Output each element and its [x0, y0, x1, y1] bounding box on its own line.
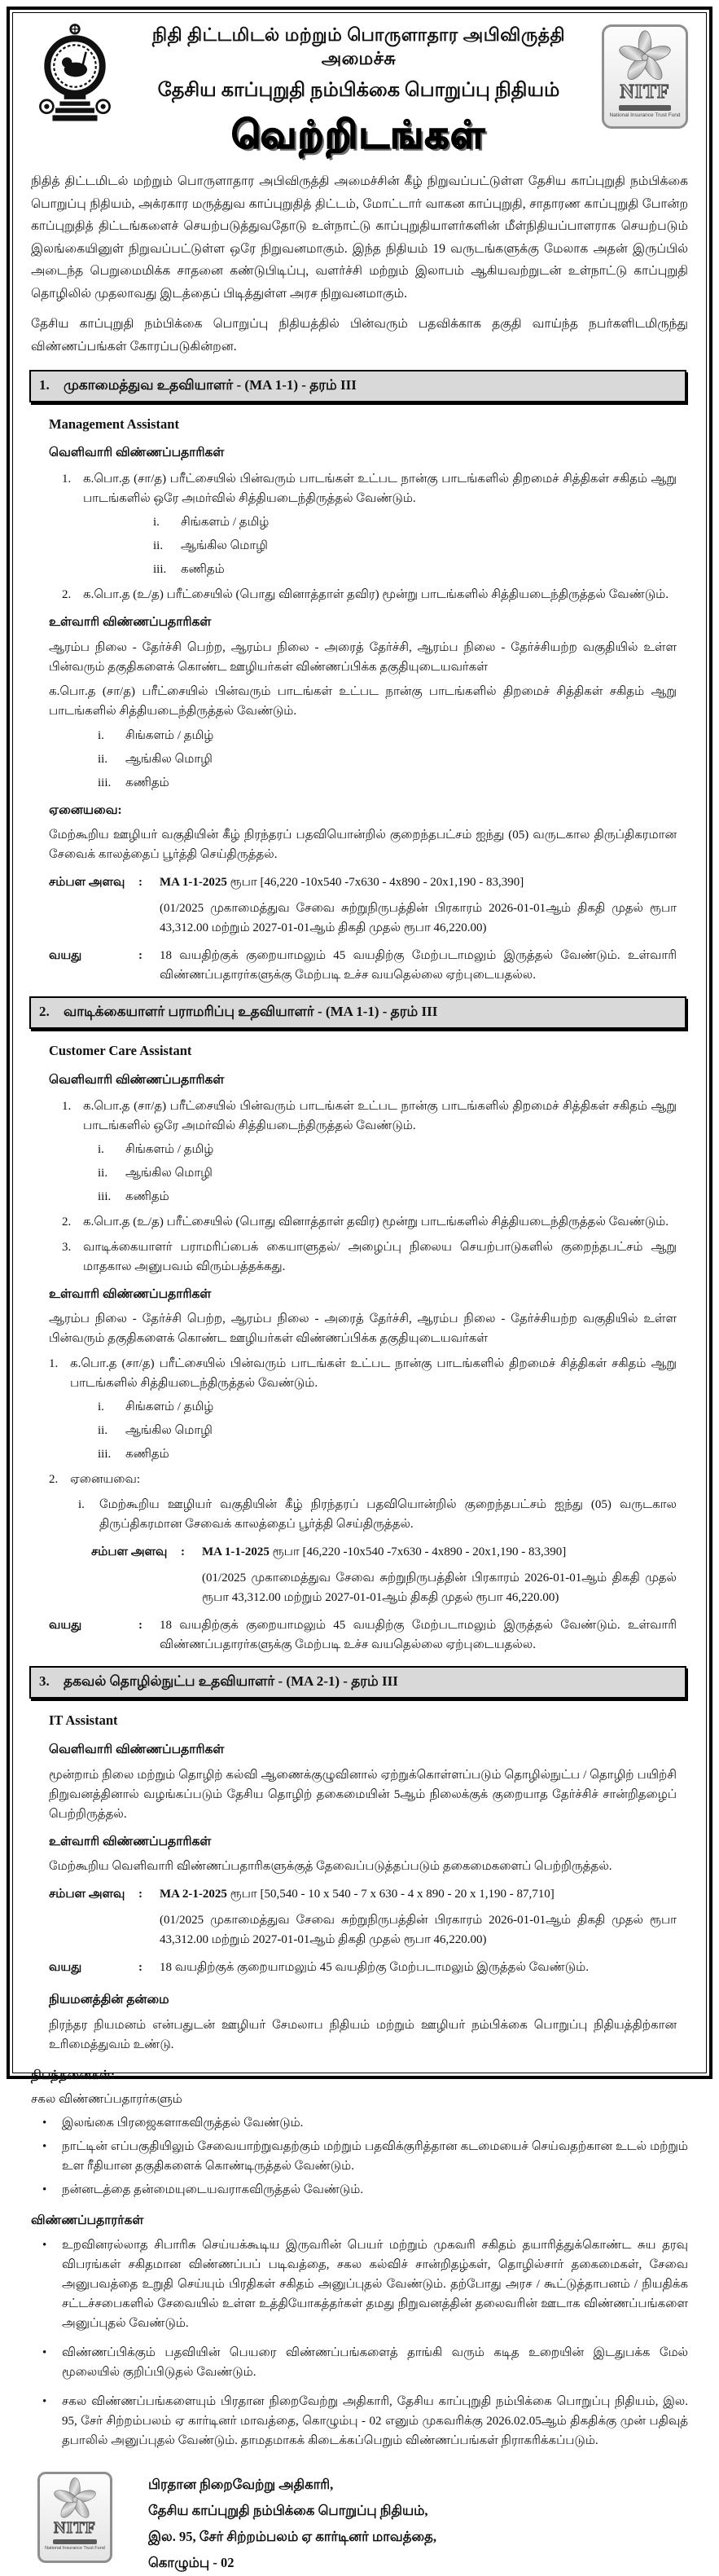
age-value: 18 வயதிற்குக் குறையாமலும் 45 வயதிற்கு மேற்படாமலும் இருத்தல் வேண்டும்.: [160, 1961, 589, 1975]
subject: ஆங்கில மொழி: [125, 1166, 213, 1180]
nitf-ribbon: [619, 105, 671, 111]
section-2-content: [29, 1029, 690, 1655]
item-text: க.பொ.த (சா/த) பரீட்சையில் பின்வரும் பாடங்கள் உட்பட நான்கு பாடங்களில் திறமைச் சித்திகள் சகிதம் ஆறு பாடங்களில் ஒரே அமர்வில் சித்தியடைந்திருத்தல் வேண்டும்.: [83, 472, 677, 505]
signature-block: [37, 2468, 690, 2576]
subject: கணிதம்: [125, 776, 169, 789]
age-row: [49, 946, 677, 985]
section-3-title: தகவல் தொழில்நுட்ப உதவியாளர் - (MA 2-1) - தரம் III: [64, 1673, 398, 1690]
intro-paragraph-2: தேசிய காப்புறுதி நம்பிக்கை பொறுப்பு நிதியத்தில் பின்வரும் பதவிக்காக தகுதி வாய்ந்த நபர்களிடமிருந்து விண்ணப்பங்கள் கோரப்படுகின்றன.: [31, 317, 688, 354]
item-number: i.: [98, 1400, 104, 1414]
item-number: i.: [153, 515, 160, 529]
internal-item: க.பொ.த (சா/த) பரீட்சையில் பின்வரும் பாடங்கள் உட்பட நான்கு பாடங்களில் திறமைச் சித்திகள் சகிதம் ஆறு பாடங்களில் சித்தியடைந்திருத்தல் வேண்டும்.: [49, 684, 677, 718]
section-2-number: 2.: [39, 1004, 50, 1020]
signature-line: பிரதான நிறைவேற்று அதிகாரி,: [148, 2476, 334, 2492]
intro-paragraph-1: நிதித் திட்டமிடல் மற்றும் பொருளாதார அபிவிருத்தி அமைச்சின் கீழ் நிறுவப்பட்டுள்ள தேசிய காப்புறுதி நம்பிக்கை பொறுப்பு நிதியம், அக்ரகார மருத்துவ காப்புறுதித் திட்டம், மோட்டார் வாகன காப்புறுதி, சாதாரண காப்புறுதி போன்ற காப்புறுதித் திட்டங்களைச் செயற்படுத்துவதோடு உள்நாட்டு காப்புறுதியாளர்களின் மீள்நிதியப்பாளராக செயற்படும் இலங்கையினுள் நிறுவப்பட்டுள்ள ஒரே நிறுவனமாகும். இந்த நிதியம் 19 வருடங்களுக்கு மேலாக அதன் இருப்பில் அடைந்த பெறுமைமிக்க சாதனை கண்டுபிடிப்பு, வளர்ச்சி மற்றும் இலாபம் ஆகியவற்றுடன் உள்நாட்டு காப்புறுதி தொழிலில் முதலாவது இடத்தைப் பிடித்துள்ள அரச நிறுவனமாகும்.: [31, 174, 689, 301]
bullet-icon: •: [42, 2238, 47, 2252]
bullet-icon: •: [42, 2116, 47, 2130]
subject-list: [98, 1140, 677, 1207]
list-item: [49, 1354, 677, 1393]
section-3-content: [29, 1699, 690, 1977]
section-1-title: முகாமைத்துவ உதவியாளர் - (MA 1-1) - தரம் III: [64, 376, 357, 393]
item-text: க.பொ.த (சா/த) பரீட்சையில் பின்வரும் பாடங்கள் உட்பட நான்கு பாடங்களில் திறமைச் சித்திகள் சகிதம் ஆறு பாடங்களில் ஒரே அமர்வில் சித்தியடைந்திருத்தல் வேண்டும்.: [83, 1099, 677, 1132]
header-titles: [116, 21, 602, 162]
salary-scale: ரூபா [50,540 - 10 x 540 - 7 x 630 - 4 x 890 - 20 x 1,190 - 87,710]: [230, 1888, 555, 1901]
subject: சிங்களம் / தமிழ்: [125, 728, 214, 742]
salary-note: (01/2025 முகாமைத்துவ சேவை சுற்றுநிருபத்தின் பிரகாரம் 2026-01-01ஆம் திகதி முதல் ரூபா 43,312.00 மற்றும் 2027-01-01ஆம் திகதி முதல் ரூபா 46,220.00): [160, 1914, 677, 1947]
internal-applicants-heading: உள்வாரி விண்ணப்பதாரிகள்: [49, 614, 212, 629]
salary-note: (01/2025 முகாமைத்துவ சேவை சுற்றுநிருபத்தின் பிரகாரம் 2026-01-01ஆம் திகதி முதல் ரூபா 43,312.00 மற்றும் 2027-01-01ஆம் திகதி முதல் ரூபா 46,220.00): [202, 1572, 677, 1605]
colon: :: [138, 1619, 142, 1633]
others-heading: ஏனையவை:: [70, 1473, 140, 1487]
section-2-english-title: Customer Care Assistant: [49, 1043, 192, 1059]
item-text: க.பொ.த (உ/த) பரீட்சையில் (பொது வினாத்தாள் தவிர) மூன்று பாடங்களில் சித்தியடைந்திருத்தல் வேண்டும்.: [83, 1215, 669, 1229]
section-1-english-title: Management Assistant: [49, 415, 179, 432]
salary-row: [49, 1884, 677, 1950]
appointment-heading: நியமனத்தின் தன்மை: [49, 1993, 169, 2007]
subject: சிங்களம் / தமிழ்: [125, 1142, 214, 1156]
section-2-title-bar: [29, 996, 686, 1029]
colon: :: [138, 1888, 142, 1901]
list-item: [62, 469, 677, 508]
nitf-caption: National Insurance Trust Fund: [45, 2545, 105, 2551]
others-heading: ஏனையவை:: [49, 802, 122, 817]
age-label: வயது: [49, 1961, 82, 1975]
internal-applicants-heading: உள்வாரி விண்ணப்பதாரிகள்: [49, 1286, 212, 1301]
list-item: [42, 2113, 688, 2133]
age-label: வயது: [49, 949, 82, 963]
list-item: [42, 2392, 688, 2451]
bullet-icon: •: [42, 2345, 47, 2359]
subject: ஆங்கில மொழி: [125, 752, 213, 766]
item-text: க.பொ.த (சா/த) பரீட்சையில் பின்வரும் பாடங்கள் உட்பட நான்கு பாடங்களில் திறமைச் சித்திகள் சகிதம் ஆறு பாடங்களில் சித்தியடைந்திருத்தல் வேண்டும்.: [70, 1357, 677, 1391]
subject: சிங்களம் / தமிழ்: [125, 1400, 214, 1414]
salary-row: [91, 1542, 677, 1607]
list-item: [98, 1187, 677, 1207]
internal-intro: ஆரம்ப நிலை - தேர்ச்சி பெற்ற, ஆரம்ப நிலை - அரைத் தேர்ச்சி, ஆரம்ப நிலை - தேர்ச்சியற்ற வகுதியில் உள்ள பின்வரும் தகுதிகளைக் கொண்ட ஊழியர்கள் விண்ணப்பிக்க தகுதியுடையவர்கள்: [49, 640, 677, 674]
item-number: i.: [98, 1142, 104, 1156]
vacancy-notice-page: [7, 7, 712, 2571]
salary-scale: ரூபா [46,220 -10x540 -7x630 - 4x890 - 20x1,190 - 83,390]: [230, 876, 524, 890]
salary-code: MA 2-1-2025: [160, 1888, 227, 1901]
list-item: [98, 1421, 677, 1440]
signature-line: கொழும்பு - 02: [148, 2555, 235, 2571]
colon: :: [138, 949, 142, 963]
item-number: ii.: [153, 538, 164, 552]
list-item: [62, 1212, 677, 1232]
list-item: [153, 560, 677, 579]
salary-value: [160, 873, 677, 938]
salary-value: [202, 1542, 677, 1607]
age-row: [49, 1615, 677, 1655]
appointment-block: [29, 1977, 690, 2055]
conditions-heading: நிபந்தனைகள்:: [31, 2068, 116, 2083]
external-text: மூன்றாம் நிலை மற்றும் தொழிற் கல்வி ஆணைக்குழுவினால் ஏற்றுக்கொள்ளப்படும் தொழில்நுட்ப / தொழிற் பயிற்சி நிறுவனத்தினால் வழங்கப்படும் தேசிய தொழிற் தகைமையின் 5ஆம் நிலைக்குக் குறையாத தேர்ச்சிச் சான்றிதழைப் பெற்றிருத்தல்.: [49, 1768, 677, 1821]
subject-list: [98, 1397, 677, 1464]
sri-lanka-emblem-icon: [34, 21, 116, 137]
signature-address: [148, 2468, 436, 2576]
salary-value: [160, 1884, 677, 1950]
salary-label: சம்பள அளவு: [49, 1888, 125, 1901]
item-text: க.பொ.த (உ/த) பரீட்சையில் (பொது வினாத்தாள் தவிர) மூன்று பாடங்களில் சித்தியடைந்திருத்தல் வேண்டும்.: [83, 587, 669, 601]
salary-code: MA 1-1-2025: [202, 1545, 270, 1559]
nitf-acronym: NITF: [620, 81, 670, 103]
list-item: [98, 1163, 677, 1183]
conditions-block: [29, 2066, 690, 2200]
list-item: [98, 726, 677, 745]
bullet-icon: •: [42, 2139, 47, 2153]
external-applicants-heading: வெளிவாரி விண்ணப்பதாரிகள்: [49, 446, 225, 460]
list-item: [62, 1097, 677, 1136]
list-item: [42, 2137, 688, 2176]
section-1-number: 1.: [39, 376, 50, 393]
subject: கணிதம்: [181, 562, 225, 576]
subject: ஆங்கில மொழி: [125, 1424, 213, 1438]
item-number: 1.: [49, 1357, 59, 1371]
salary-note: (01/2025 முகாமைத்துவ சேவை சுற்றுநிருபத்தின் பிரகாரம் 2026-01-01ஆம் திகதி முதல் ரூபா 43,312.00 மற்றும் 2027-01-01ஆம் திகதி முதல் ரூபா 46,220.00): [160, 902, 677, 935]
salary-scale: ரூபா [46,220 -10x540 -7x630 - 4x890 - 20x1,190 - 83,390]: [272, 1545, 567, 1559]
colon: :: [138, 876, 142, 890]
item-number: 2.: [62, 587, 72, 601]
age-value: 18 வயதிற்குக் குறையாமலும் 45 வயதிற்கு மேற்படாமலும் இருத்தல் வேண்டும். உள்வாரி விண்ணப்பதாரர்களுக்கு மேற்படி உச்ச வயதெல்லை ஏற்புடையதல்ல.: [160, 949, 677, 982]
item-number: 1.: [62, 472, 72, 486]
list-item: [78, 1495, 677, 1534]
list-item: [98, 1140, 677, 1159]
list-item: [42, 2235, 688, 2333]
appointment-text: நிரந்தர நியமனம் என்பதுடன் ஊழியர் சேமலாப நிதியம் மற்றும் ஊழியர் நம்பிக்கை பொறுப்பு நிதியத்திற்கான உரிமைத்துவம் உண்டு.: [49, 2019, 677, 2052]
item-number: iii.: [98, 776, 112, 789]
item-text: இலங்கை பிரஜைகளாகவிருத்தல் வேண்டும்.: [62, 2116, 304, 2130]
nitf-ribbon: [53, 2539, 97, 2544]
page-frame: [12, 12, 707, 2571]
applicants-heading: விண்ணப்பதாரர்கள்: [31, 2213, 144, 2227]
bullet-icon: •: [42, 2183, 47, 2196]
item-number: i.: [98, 728, 104, 742]
nitf-logo: [37, 2472, 112, 2563]
item-number: iii.: [153, 562, 167, 576]
item-text: சகல விண்ணப்பங்களையும் பிரதான நிறைவேற்று அதிகாரி, தேசிய காப்புறுதி நம்பிக்கை பொறுப்பு நிதியம், இல. 95, சேர் சிற்றம்பலம் ஏ கார்டினர் மாவத்தை, கொழும்பு - 02 எனும் முகவரிக்கு 2026.02.05ஆம் திகதிக்கு முன் பதிவுத் தபாலில் அனுப்புதல் வேண்டும். தாமதமாகக் கிடைக்கப்பெறும் விண்ணப்பங்கள் நிராகரிக்கப்படும்.: [62, 2394, 688, 2447]
item-number: 2.: [49, 1473, 59, 1487]
list-item: [62, 1237, 677, 1277]
external-applicants-heading: வெளிவாரி விண்ணப்பதாரிகள்: [49, 1072, 225, 1087]
vacancies-title: வெற்றிடங்கள்: [231, 114, 486, 156]
list-item: [49, 1470, 677, 1489]
nitf-acronym: NITF: [54, 2518, 96, 2537]
item-text: உறவினரல்லாத சிபாரிசு செய்யக்கூடிய இருவரின் பெயர் மற்றும் முகவரி சகிதம் தயாரித்துக்கொண்ட சுய தரவு விபரங்கள் சகிதமான விண்ணப்பப் படிவத்தை, சகல கல்விச் சான்றிதழ்கள், தொழில்சார் தகைமைகள், சேவை அனுபவத்தை உறுதி செய்யும் பிரதிகள் சகிதம் அனுப்புதல் வேண்டும். தற்போது அரச / கூட்டுத்தாபனம் / நியதிக்க சட்டச்சபைகளில் சேவையில் உள்ள உத்தியோகத்தர்கள் தமது நிறுவனத்தின் தலைவரின் ஊடாக விண்ணப்பங்களை அனுப்புதல் வேண்டும்.: [62, 2238, 688, 2330]
list-item: [153, 536, 677, 556]
item-number: 2.: [62, 1215, 72, 1229]
list-item: [62, 585, 677, 604]
salary-code: MA 1-1-2025: [160, 876, 227, 890]
subject: கணிதம்: [125, 1189, 169, 1203]
list-item: [153, 512, 677, 532]
section-3-title-bar: [29, 1666, 686, 1699]
list-item: [42, 2180, 688, 2200]
others-text: மேற்கூறிய ஊழியர் வகுதியின் கீழ் நிரந்தரப் பதவியொன்றில் குறைந்தபட்சம் ஐந்து (05) வருடகால திருப்திகரமான சேவைக் காலத்தைப் பூர்த்தி செய்திருத்தல்.: [49, 829, 677, 862]
item-number: ii.: [98, 1424, 108, 1438]
internal-intro: ஆரம்ப நிலை - தேர்ச்சி பெற்ற, ஆரம்ப நிலை - அரைத் தேர்ச்சி, ஆரம்ப நிலை - தேர்ச்சியற்ற வகுதியில் உள்ள பின்வரும் தகுதிகளைக் கொண்ட ஊழியர்கள் விண்ணப்பிக்க தகுதியுடையவர்கள்: [49, 1312, 677, 1346]
age-row: [49, 1958, 677, 1977]
item-number: iii.: [98, 1189, 112, 1203]
colon: :: [138, 1961, 142, 1975]
nitf-caption: National Insurance Trust Fund: [609, 112, 681, 118]
subject: கணிதம்: [125, 1448, 169, 1462]
item-number: ii.: [98, 1166, 108, 1180]
list-item: [98, 773, 677, 793]
list-item: [98, 1444, 677, 1464]
item-text: விண்ணப்பிக்கும் பதவியின் பெயரை விண்ணப்பங்களைத் தாங்கி வரும் கடித உறையின் இடதுபக்க மேல் மூலையில் குறிப்பிடுதல் வேண்டும்.: [62, 2345, 688, 2379]
ministry-name: நிதி திட்டமிடல் மற்றும் பொருளாதார அபிவிருத்தி அமைச்சு: [151, 24, 566, 68]
section-2-title: வாடிக்கையாளர் பராமரிப்பு உதவியாளர் - (MA 1-1) - தரம் III: [64, 1004, 438, 1020]
age-label: வயது: [49, 1619, 82, 1633]
salary-label: சம்பள அளவு: [49, 876, 125, 890]
item-number: ii.: [98, 752, 108, 766]
item-text: மேற்கூறிய ஊழியர் வகுதியின் கீழ் நிரந்தரப் பதவியொன்றில் குறைந்தபட்சம் ஐந்து (05) வருடகால திருப்திகரமான சேவைக் காலத்தைப் பூர்த்தி செய்திருத்தல்.: [99, 1498, 677, 1532]
item-number: 1.: [62, 1099, 72, 1113]
item-number: 3.: [62, 1240, 72, 1254]
applicants-block: [29, 2211, 690, 2451]
item-number: iii.: [98, 1448, 112, 1462]
organization-name: தேசிய காப்புறுதி நம்பிக்கை பொறுப்பு நிதியம்: [157, 80, 560, 101]
salary-row: [49, 873, 677, 938]
colon: :: [181, 1545, 185, 1559]
section-1-title-bar: [29, 370, 686, 402]
item-text: நாட்டின் எப்பகுதியிலும் சேவையாற்றுவதற்கும் மற்றும் பதவிக்குரித்தான கடமையைச் செய்வதற்கான உடல் மற்றும் உள ரீதியான தகுதிகளைக் கொண்டிருத்தல் வேண்டும்.: [62, 2139, 688, 2173]
list-item: [42, 2343, 688, 2382]
subject: சிங்களம் / தமிழ்: [181, 515, 270, 529]
section-3-number: 3.: [39, 1673, 50, 1690]
internal-text: மேற்கூறிய வெளிவாரி விண்ணப்பதாரிகளுக்குத் தேவைப்படுத்தப்படும் தகைமைகளைப் பெற்றிருத்தல்.: [49, 1860, 612, 1874]
external-applicants-heading: வெளிவாரி விண்ணப்பதாரிகள்: [49, 1742, 225, 1756]
list-item: [98, 750, 677, 769]
list-item: [98, 1397, 677, 1417]
item-text: வாடிக்கையாளர் பராமரிப்பைக் கையாளுதல்/ அழைப்பு நிலைய செயற்பாடுகளில் குறைந்தபட்சம் ஆறு மாதகால அனுபவம் விரும்பத்தக்கது.: [83, 1240, 677, 1273]
subject-list: [153, 512, 677, 579]
age-value: 18 வயதிற்குக் குறையாமலும் 45 வயதிற்கு மேற்படாமலும் இருத்தல் வேண்டும். உள்வாரி விண்ணப்பதாரர்களுக்கு மேற்படி உச்ச வயதெல்லை ஏற்புடையதல்ல.: [160, 1619, 677, 1652]
item-number: i.: [78, 1498, 85, 1512]
signature-line: தேசிய காப்புறுதி நம்பிக்கை பொறுப்பு நிதியம்,: [148, 2502, 428, 2518]
internal-applicants-heading: உள்வாரி விண்ணப்பதாரிகள்: [49, 1834, 212, 1848]
item-text: நன்னடத்தை தன்மையுடையவராகவிருத்தல் வேண்டும்.: [62, 2183, 364, 2196]
subject: ஆங்கில மொழி: [181, 538, 268, 552]
section-3-english-title: IT Assistant: [49, 1712, 118, 1729]
bullet-icon: •: [42, 2394, 47, 2408]
document-header: [29, 21, 690, 162]
subject-list: [98, 726, 677, 793]
conditions-intro: சகல விண்ணப்பதாரர்களும்: [31, 2092, 182, 2106]
signature-line: இல. 95, சேர் சிற்றம்பலம் ஏ கார்டினர் மாவத்தை,: [148, 2529, 436, 2545]
salary-label: சம்பள அளவு: [91, 1545, 168, 1559]
nitf-logo: [602, 24, 688, 129]
section-1-content: [29, 402, 690, 986]
